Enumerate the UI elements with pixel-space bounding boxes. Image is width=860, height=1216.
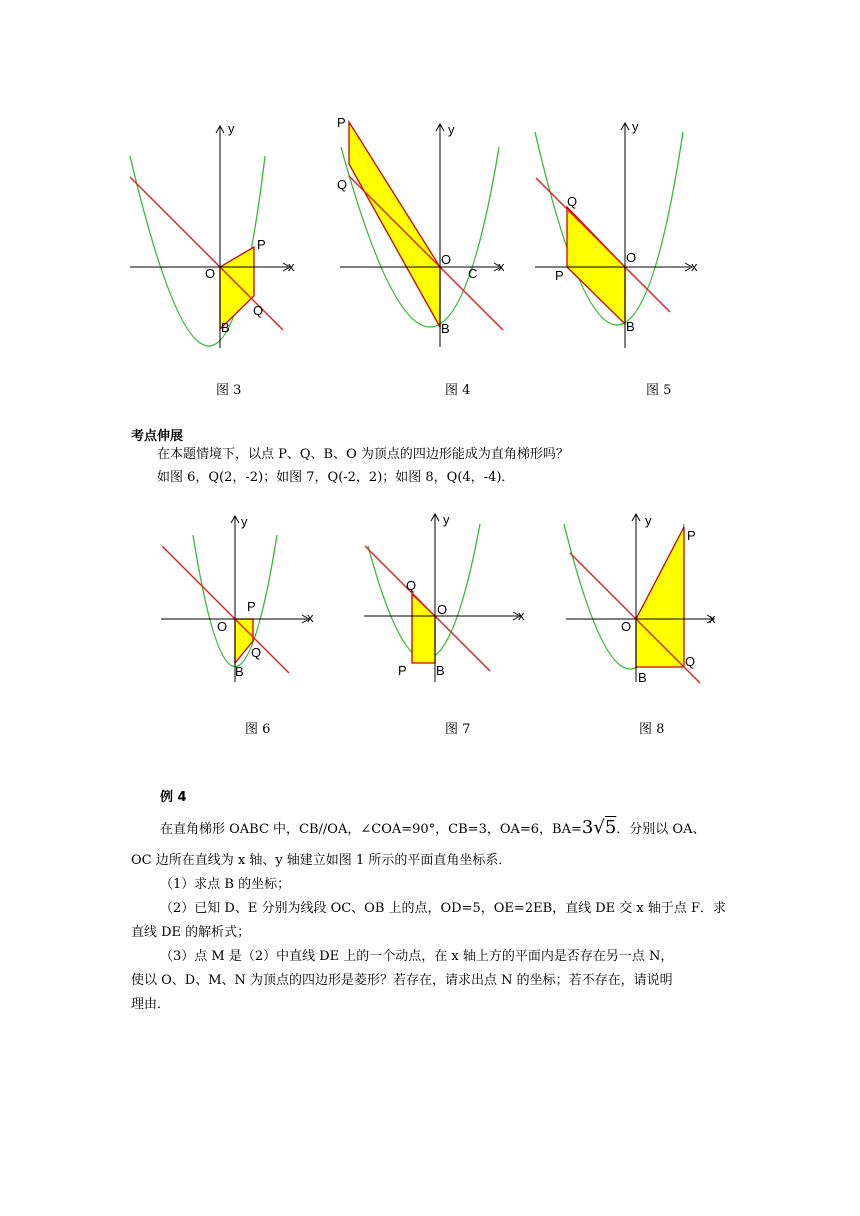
y-axis-label: y [443, 512, 450, 527]
figure-4-caption: 图 4 [445, 383, 471, 398]
point-o-label: O [217, 619, 228, 634]
question-2-line-2: 直线 DE 的解析式； [131, 925, 251, 940]
point-q-label: Q [567, 194, 578, 209]
radical-sign: √ [593, 817, 605, 838]
figure-5-caption: 图 5 [646, 383, 672, 398]
figure-5 [530, 118, 710, 348]
example-p1-tail: ．分别以 OA、 [616, 822, 706, 837]
point-p-label: P [337, 115, 346, 130]
figure-7-caption: 图 7 [445, 722, 471, 737]
point-b-label: B [221, 320, 230, 335]
point-q-label: Q [337, 177, 348, 192]
x-axis-label: x [307, 610, 314, 625]
point-q-label: Q [253, 303, 264, 318]
point-o-label: O [621, 619, 632, 634]
point-p-label: P [687, 528, 696, 543]
section-line-1: 在本题情境下，以点 P、Q、B、O 为顶点的四边形能成为直角梯形吗？ [157, 447, 569, 462]
example-p1-text: 在直角梯形 OABC 中，CB//OA，∠COA=90°，CB=3，OA=6，BA= [160, 822, 582, 837]
radical-expression [582, 817, 616, 838]
question-3-line-1: （3）点 M 是（2）中直线 DE 上的一个动点，在 x 轴上方的平面内是否存在另一点 N， [160, 949, 674, 964]
point-q-label: Q [406, 578, 417, 593]
figure-8 [562, 510, 737, 695]
radical-coefficient: 3 [581, 817, 594, 838]
section-heading: 考点伸展 [131, 429, 184, 444]
question-2-line-1: （2）已知 D、E 分别为线段 OC、OB 上的点，OD=5，OE=2EB，直线 DE 交 x 轴于点 F．求 [160, 901, 727, 916]
question-3-line-2: 使以 O、D、M、N 为顶点的四边形是菱形？若存在，请求出点 N 的坐标；若不存在，请说明 [131, 973, 673, 988]
figure-3 [125, 118, 305, 348]
figure-4 [335, 112, 515, 347]
point-p-label: P [398, 663, 407, 678]
point-p-label: P [247, 599, 256, 614]
figure-6 [157, 510, 327, 695]
x-axis-label: x [288, 259, 295, 274]
point-q-label: Q [251, 645, 262, 660]
x-axis-label: x [498, 259, 505, 274]
point-c-label: C [468, 266, 478, 281]
section-line-2: 如图 6，Q(2，-2)；如图 7，Q(-2，2)；如图 8，Q(4，-4)． [157, 470, 515, 485]
example-paragraph-2: OC 边所在直线为 x 轴、y 轴建立如图 1 所示的平面直角坐标系． [131, 853, 512, 868]
figure-8-caption: 图 8 [639, 722, 665, 737]
point-o-label: O [626, 250, 637, 265]
figure-3-caption: 图 3 [216, 383, 242, 398]
x-axis-label: x [518, 608, 525, 623]
point-p-label: P [555, 268, 564, 283]
y-axis-label: y [448, 122, 455, 137]
point-o-label: O [437, 602, 448, 617]
y-axis-label: y [228, 121, 235, 136]
point-p-label: P [257, 237, 266, 252]
y-axis-label: y [645, 513, 652, 528]
figure-7 [360, 510, 530, 695]
point-o-label: O [441, 252, 452, 267]
point-b-label: B [436, 663, 445, 678]
radicand: 5 [604, 817, 617, 838]
point-o-label: O [205, 266, 216, 281]
point-b-label: B [638, 670, 647, 685]
x-axis-label: x [691, 259, 698, 274]
point-b-label: B [235, 664, 244, 679]
question-1: （1）求点 B 的坐标； [160, 877, 291, 892]
question-3-line-3: 理由． [131, 997, 171, 1012]
figure-6-caption: 图 6 [245, 722, 271, 737]
example-paragraph-1 [160, 816, 760, 842]
point-b-label: B [441, 321, 450, 336]
example-heading: 例 4 [160, 790, 187, 805]
point-b-label: B [626, 319, 635, 334]
y-axis-label: y [241, 514, 248, 529]
point-q-label: Q [685, 654, 696, 669]
y-axis-label: y [632, 119, 639, 134]
x-axis-label: x [709, 611, 716, 626]
